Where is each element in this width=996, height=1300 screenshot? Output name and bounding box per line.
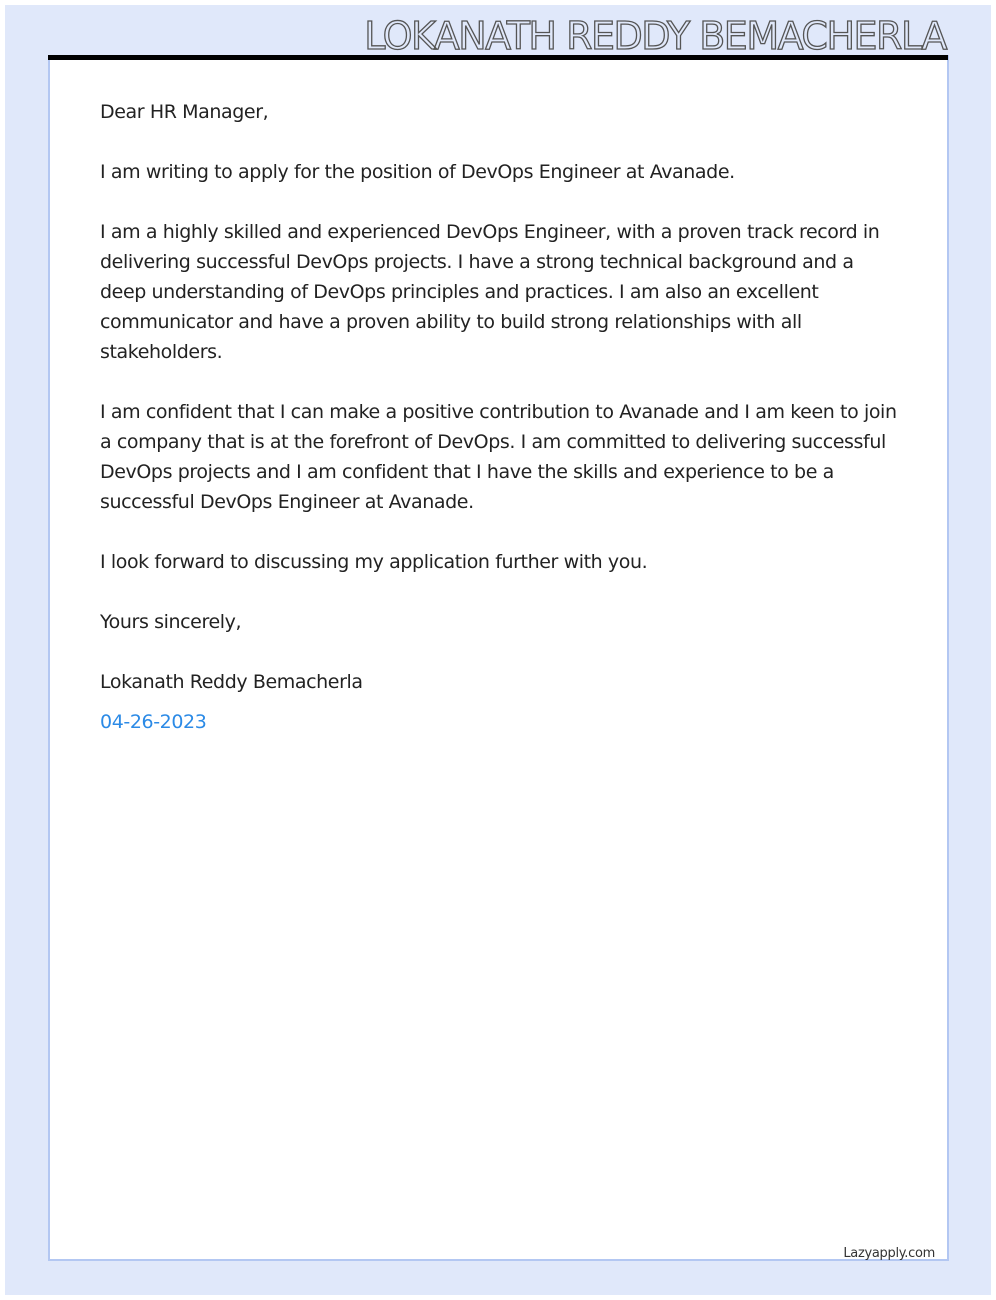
footer-brand: Lazyapply.com [843,1246,935,1261]
paragraph: I am a highly skilled and experienced DevOps Engineer, with a proven track record in delivering successful DevOps projects. I have a strong technical background and a deep understanding of DevOps principles and practices. I am also an excellent communicator and have a proven ability to build strong relationships with all stakeholders. [100,221,880,363]
paragraph: I look forward to discussing my application further with you. [100,551,648,573]
paragraph: I am confident that I can make a positive contribution to Avanade and I am keen to join a company that is at the forefront of DevOps. I am committed to delivering successful DevOps projects and I am confident that I have the skills and experience to be a successful DevOps Engineer at Avanade. [100,401,897,513]
salutation: Dear HR Manager, [100,101,269,123]
letter-date: 04-26-2023 [100,711,207,733]
letter-body [100,97,900,737]
closing: Yours sincerely, [100,611,242,633]
paragraph: I am writing to apply for the position of DevOps Engineer at Avanade. [100,161,735,183]
signature: Lokanath Reddy Bemacherla [100,671,363,693]
applicant-name-heading: LOKANATH REDDY BEMACHERLA [364,14,946,58]
